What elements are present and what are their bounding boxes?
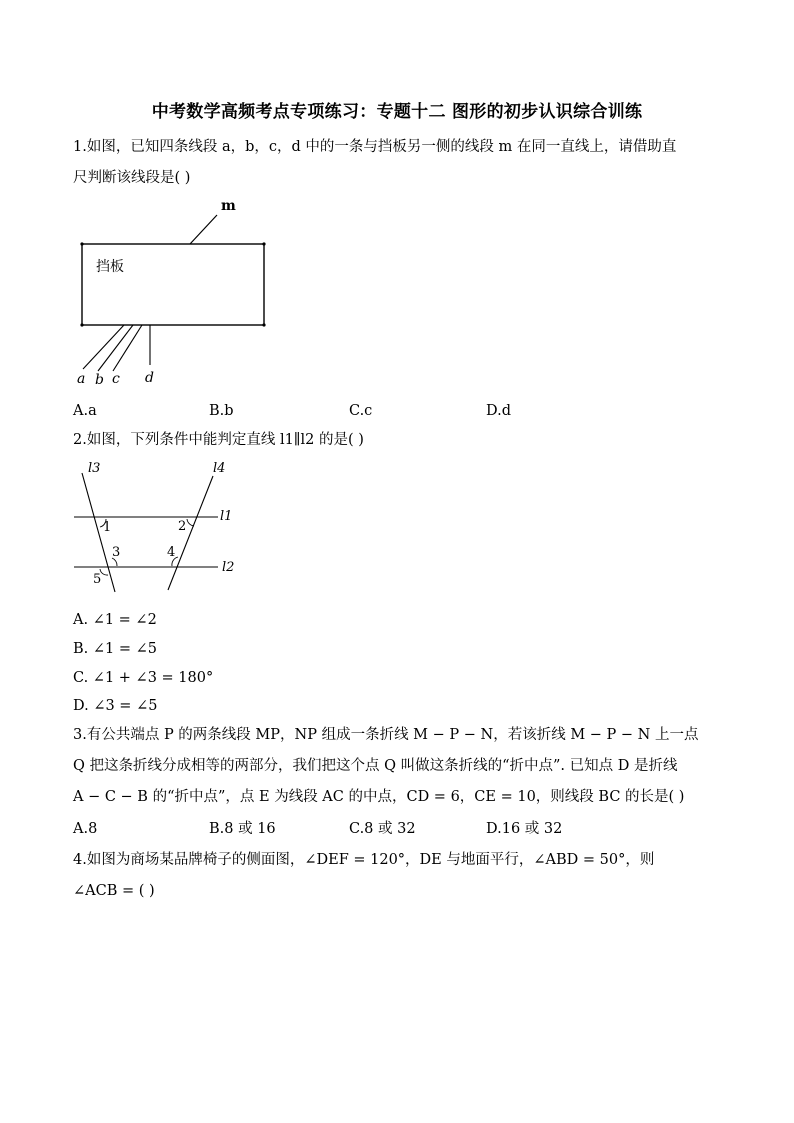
question-3-stem-line-1: 3.有公共端点 P 的两条线段 MP，NP 组成一条折线 M − P − N，若该折线 M − P − N 上一点 — [73, 727, 699, 743]
angle-label-3: 3 — [112, 545, 121, 560]
angle-arc-2 — [187, 519, 194, 526]
question-1-stem-line-1: 1.如图，已知四条线段 a，b，c，d 中的一条与挡板另一侧的线段 m 在同一直线上，请借助直 — [73, 139, 677, 155]
q3-option-c[interactable]: C.8 或 32 — [349, 821, 416, 837]
segment-m — [190, 215, 217, 244]
label-l4: l4 — [213, 461, 226, 476]
line-l4 — [168, 476, 213, 590]
board-rectangle — [82, 244, 264, 325]
question-3-stem-line-3: A − C − B 的“折中点”，点 E 为线段 AC 的中点，CD = 6，CE = 10，则线段 BC 的长是( ) — [73, 789, 685, 805]
question-2-stem: 2.如图，下列条件中能判定直线 l1∥l2 的是( ) — [73, 432, 364, 448]
q1-option-a[interactable]: A.a — [73, 403, 97, 419]
q3-option-a[interactable]: A.8 — [73, 821, 98, 837]
q2-option-b[interactable]: B. ∠1 = ∠5 — [73, 641, 157, 657]
q1-option-c[interactable]: C.c — [349, 403, 373, 419]
q1-option-d[interactable]: D.d — [486, 403, 511, 419]
angle-label-4: 4 — [167, 545, 176, 560]
label-l1: l1 — [220, 509, 233, 524]
label-c: c — [112, 371, 120, 387]
question-1-figure — [70, 195, 290, 395]
angle-label-5: 5 — [93, 572, 102, 587]
q3-option-d[interactable]: D.16 或 32 — [486, 821, 563, 837]
label-l2: l2 — [222, 560, 235, 575]
label-board: 挡板 — [96, 259, 124, 275]
q1-option-b[interactable]: B.b — [209, 403, 234, 419]
label-d: d — [145, 370, 154, 386]
label-m: m — [221, 198, 236, 214]
q2-option-c[interactable]: C. ∠1 + ∠3 = 180° — [73, 670, 214, 686]
label-b: b — [95, 372, 104, 388]
label-a: a — [77, 371, 86, 387]
question-2-figure — [70, 458, 250, 593]
question-3-stem-line-2: Q 把这条折线分成相等的两部分，我们把这个点 Q 叫做这条折线的“折中点”. 已知点 D 是折线 — [73, 758, 678, 774]
question-4-stem-line-2: ∠ACB = ( ) — [73, 883, 155, 899]
question-4-stem-line-1: 4.如图为商场某品牌椅子的侧面图，∠DEF = 120°，DE 与地面平行，∠ABD = 50°，则 — [73, 852, 655, 868]
question-1-stem-line-2: 尺判断该线段是( ) — [73, 170, 191, 186]
angle-label-1: 1 — [103, 520, 112, 535]
q2-option-a[interactable]: A. ∠1 = ∠2 — [73, 612, 157, 628]
angle-label-2: 2 — [178, 519, 187, 534]
label-l3: l3 — [88, 461, 101, 476]
q3-option-b[interactable]: B.8 或 16 — [209, 821, 276, 837]
q2-option-d[interactable]: D. ∠3 = ∠5 — [73, 698, 158, 714]
page-title: 中考数学高频考点专项练习：专题十二 图形的初步认识综合训练 — [151, 102, 643, 122]
